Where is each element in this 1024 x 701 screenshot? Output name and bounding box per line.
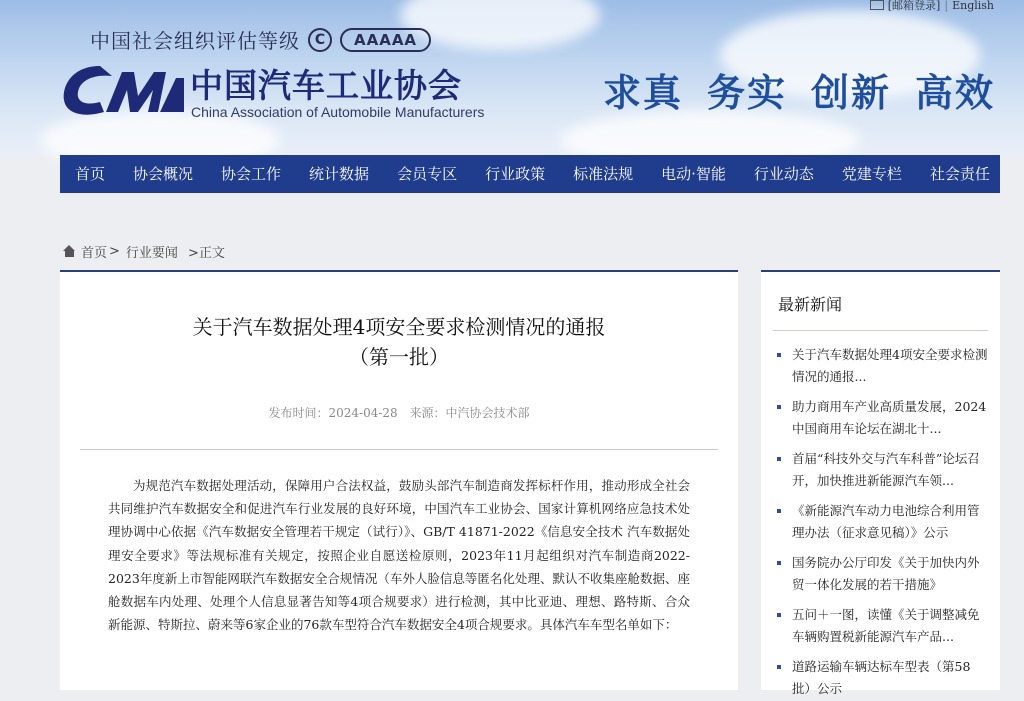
rating-badge: AAAAA	[340, 28, 431, 52]
nav-item-members[interactable]: 会员专区	[397, 165, 458, 183]
news-list-item[interactable]: 《新能源汽车动力电池综合利用管理办法（征求意见稿）》公示	[777, 500, 988, 545]
home-icon	[63, 245, 76, 258]
rating-text: 中国社会组织评估等级	[90, 29, 300, 53]
news-list-item[interactable]: 五问＋一图，读懂《关于调整减免车辆购置税新能源汽车产品...	[777, 604, 988, 649]
article-title-line: （第一批）	[349, 345, 449, 369]
news-list-item[interactable]: 首届“科技外交与汽车科普”论坛召开，加快推进新能源汽车领...	[777, 448, 988, 493]
rating-row	[90, 25, 431, 54]
main-nav	[60, 155, 1000, 193]
nav-item-social-responsibility[interactable]: 社会责任	[929, 165, 990, 183]
rating-emblem-icon: C	[308, 28, 332, 52]
nav-item-ev-smart[interactable]: 电动·智能	[661, 165, 726, 183]
article-source: 来源：中汽协会技术部	[409, 406, 530, 420]
breadcrumb-section-link[interactable]: 行业要闻	[125, 246, 178, 261]
nav-item-work[interactable]: 协会工作	[221, 165, 282, 183]
nav-item-party[interactable]: 党建专栏	[841, 165, 902, 183]
nav-item-about[interactable]: 协会概况	[133, 165, 194, 183]
article-paragraph: 为规范汽车数据处理活动，保障用户合法权益，鼓励头部汽车制造商发挥标杆作用，推动形成全社会共同维护汽车数据安全和促进汽车行业发展的良好环境，中国汽车工业协会、国家计算机网络应急技术处理协调中心依据《汽车数据安全管理若干规定（试行）》、GB/T 41871-2022《信息安全技术 汽车数据处理安全要求》等法规标准有关规定，按照企业自愿送检原则，2023年11月起组织对汽车制造商2022-2023年度新上市智能网联汽车数据安全合规情况（车外人脸信息等匿名化处理、默认不收集座舱数据、座舱数据车内处理、处理个人信息显著告知等4项合规要求）进行检测，其中比亚迪、理想、路特斯、合众新能源、特斯拉、蔚来等6家企业的76款车型符合汽车数据安全4项合规要求。具体汽车车型名单如下：	[108, 478, 690, 633]
nav-item-policy[interactable]: 行业政策	[485, 165, 546, 183]
org-name-en: China Association of Automobile Manufacturers	[191, 104, 485, 120]
slogan-word: 务实	[707, 71, 788, 115]
mail-icon	[870, 0, 884, 10]
caam-logo-icon[interactable]	[60, 58, 185, 120]
slogan-word: 高效	[915, 71, 996, 115]
mailbox-login-link[interactable]: [邮箱登录]	[887, 0, 941, 12]
slogan-word: 创新	[811, 71, 892, 115]
news-list	[761, 331, 1000, 701]
site-header	[0, 0, 1024, 155]
english-link[interactable]: English	[952, 0, 994, 12]
article-divider	[80, 449, 718, 450]
news-list-item[interactable]: 关于汽车数据处理4项安全要求检测情况的通报...	[777, 344, 988, 389]
breadcrumb-home-link[interactable]: 首页	[81, 246, 108, 261]
nav-item-statistics[interactable]: 统计数据	[309, 165, 370, 183]
org-name-cn: 中国汽车工业协会	[190, 66, 462, 105]
slogan-word: 求真	[603, 71, 684, 115]
nav-item-home[interactable]: 首页	[75, 165, 106, 183]
slogan	[603, 62, 995, 117]
nav-item-industry-news[interactable]: 行业动态	[753, 165, 814, 183]
top-links-separator: |	[944, 0, 949, 12]
breadcrumb-separator: >	[109, 244, 120, 259]
latest-news-title: 最新新闻	[778, 295, 843, 314]
nav-item-standards[interactable]: 标准法规	[573, 165, 634, 183]
breadcrumb-current: >正文	[187, 246, 225, 261]
news-list-item[interactable]: 道路运输车辆达标车型表（第58批）公示	[777, 656, 988, 701]
latest-news-panel	[761, 270, 1000, 696]
article-panel	[60, 270, 738, 690]
news-list-item[interactable]: 国务院办公厅印发《关于加快内外贸一体化发展的若干措施》	[777, 552, 988, 597]
publish-date: 发布时间：2024-04-28	[268, 406, 398, 420]
article-title-line: 关于汽车数据处理4项安全要求检测情况的通报	[192, 315, 606, 339]
article-meta	[60, 404, 738, 421]
news-list-item[interactable]: 助力商用车产业高质量发展，2024中国商用车论坛在湖北十...	[777, 396, 988, 441]
top-links	[870, 0, 994, 13]
article-title	[60, 312, 738, 372]
breadcrumb	[63, 242, 225, 261]
